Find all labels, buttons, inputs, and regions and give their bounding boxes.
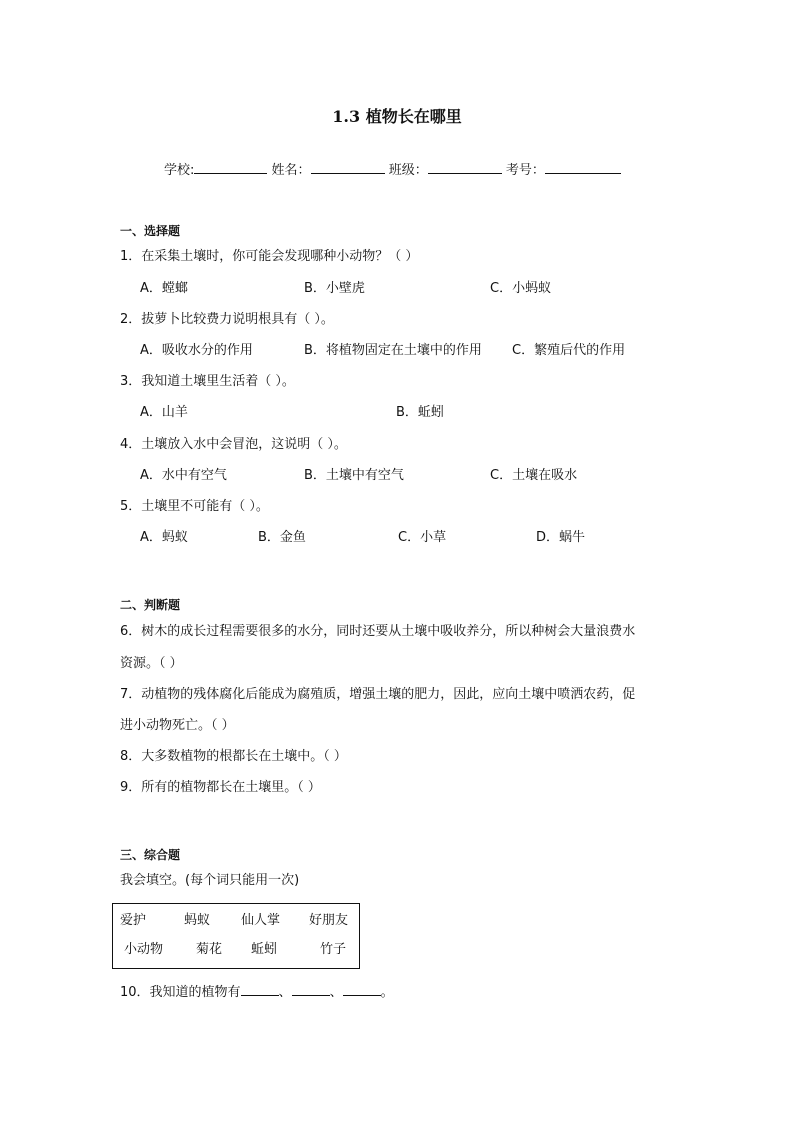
q3-option-a[interactable]: A．山羊 [140,405,188,420]
name-blank[interactable] [311,160,385,174]
question-6-line-1: 6．树木的成长过程需要很多的水分，同时还要从土壤中吸收养分，所以种树会大量浪费水 [120,624,636,639]
q4-option-c[interactable]: C．土壤在吸水 [490,468,578,483]
q10-blank-2[interactable] [292,982,330,996]
q1-option-b[interactable]: B．小壁虎 [304,281,365,296]
number-label: 考号： [505,163,545,178]
question-10 [120,982,394,1002]
q4-option-b[interactable]: B．土壤中有空气 [304,468,404,483]
q2-option-c[interactable]: C．繁殖后代的作用 [512,343,626,358]
section-comprehensive-heading: 三、综合题 [120,848,181,862]
section-judge-heading: 二、判断题 [120,598,181,612]
class-blank[interactable] [428,160,502,174]
q1-option-c[interactable]: C．小蚂蚁 [490,281,552,296]
word-bank-item: 竹子 [320,942,347,957]
q5-option-c[interactable]: C．小草 [398,530,447,545]
q10-blank-1[interactable] [241,982,279,996]
q5-option-b[interactable]: B．金鱼 [258,530,306,545]
page-title: 1.3 植物长在哪里 [332,107,462,126]
q10-separator: 、 [329,985,343,1000]
word-bank-box [112,903,360,969]
fill-instruction: 我会填空。(每个词只能用一次) [120,873,300,888]
question-3: 3．我知道土壤里生活着（ ）。 [120,374,295,389]
word-bank-item: 小动物 [124,942,164,957]
school-label: 学校: [164,163,195,178]
q5-option-a[interactable]: A．蚂蚁 [140,530,188,545]
question-1: 1．在采集土壤时，你可能会发现哪种小动物？（ ） [120,249,419,264]
question-5: 5．土壤里不可能有（ ）。 [120,499,269,514]
school-blank[interactable] [194,160,267,174]
q2-option-a[interactable]: A．吸收水分的作用 [140,343,253,358]
question-4: 4．土壤放入水中会冒泡，这说明（ ）。 [120,437,347,452]
question-2: 2．拔萝卜比较费力说明根具有（ ）。 [120,312,334,327]
student-info-row [164,160,621,180]
word-bank-item: 菊花 [196,942,223,957]
q10-prefix: 10．我知道的植物有 [120,985,241,1000]
class-label: 班级： [388,163,428,178]
word-bank-item: 蚂蚁 [184,913,211,928]
q10-blank-3[interactable] [343,982,381,996]
q5-option-d[interactable]: D．蜗牛 [536,530,586,545]
q3-option-b[interactable]: B．蚯蚓 [396,405,444,420]
q10-end: 。 [380,985,394,1000]
name-label: 姓名： [271,163,311,178]
word-bank-item: 蚯蚓 [251,942,278,957]
q1-option-a[interactable]: A．螳螂 [140,281,188,296]
word-bank-item: 爱护 [120,913,147,928]
question-7-line-1: 7．动植物的残体腐化后能成为腐殖质，增强土壤的肥力，因此，应向土壤中喷洒农药，促 [120,687,636,702]
question-6-line-2: 资源。（ ） [120,656,183,671]
q2-option-b[interactable]: B．将植物固定在土壤中的作用 [304,343,482,358]
question-8: 8．大多数植物的根都长在土壤中。（ ） [120,749,347,764]
number-blank[interactable] [545,160,621,174]
question-7-line-2: 进小动物死亡。（ ） [120,718,235,733]
word-bank-item: 仙人掌 [241,913,281,928]
word-bank-item: 好朋友 [309,913,349,928]
question-9: 9．所有的植物都长在土壤里。（ ） [120,780,321,795]
q10-separator: 、 [278,985,292,1000]
q4-option-a[interactable]: A．水中有空气 [140,468,227,483]
section-choice-heading: 一、选择题 [120,224,181,238]
